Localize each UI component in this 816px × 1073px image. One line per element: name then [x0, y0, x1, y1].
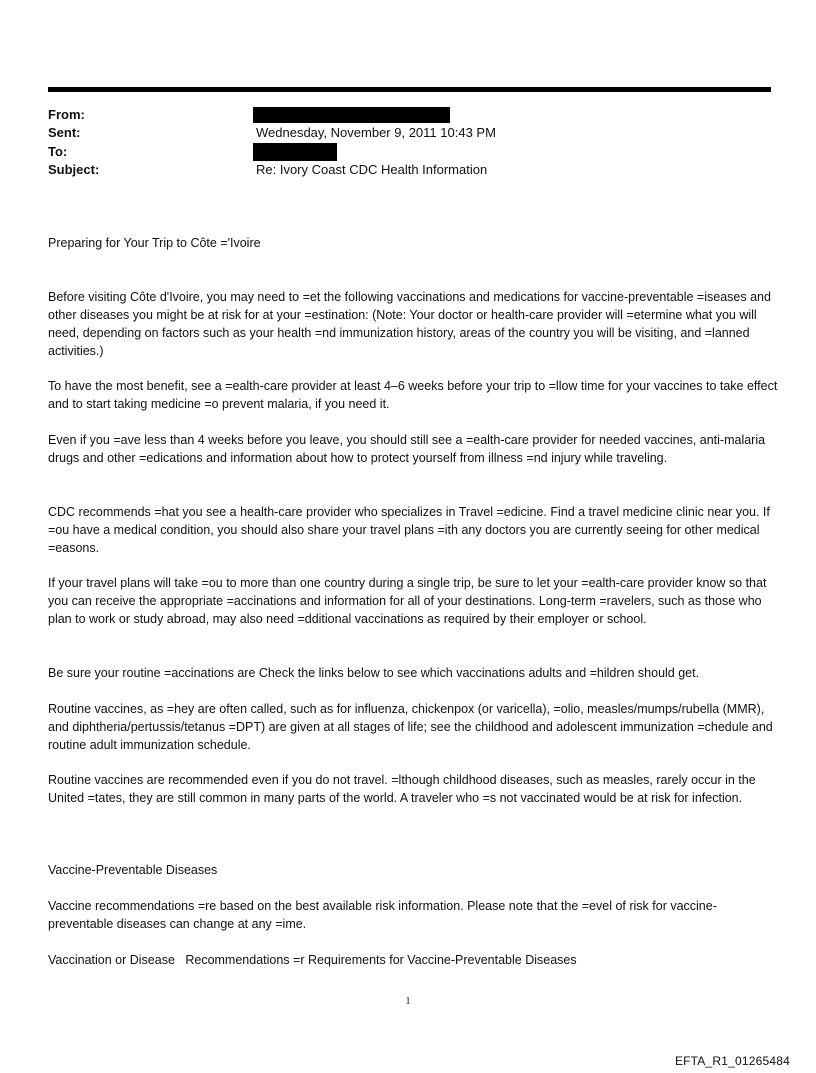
sent-value: Wednesday, November 9, 2011 10:43 PM	[256, 125, 496, 140]
paragraph-not-traveling: Routine vaccines are recommended even if you do not travel. =lthough childhood diseases, such as measles, rarely occur in the United =tates, they are still common in many parts of the world. A traveler who =s not vaccinated would be at risk for infection.	[48, 773, 756, 805]
bates-id: EFTA_R1_01265484	[674, 1054, 790, 1068]
paragraph-late-visit: Even if you =ave less than 4 weeks before you leave, you should still see a =ealth-care provider for needed vaccines, anti-malaria drugs and other =edications and information about how to protect yourself from illness =nd injury while traveling.	[48, 433, 766, 465]
subject-label: Subject:	[48, 162, 100, 177]
paragraph-timing: To have the most benefit, see a =ealth-care provider at least 4–6 weeks before your trip to =llow time for your vaccines to take effect and to start taking medicine =o prevent malaria, if you need it.	[48, 379, 778, 411]
subject-value: Re: Ivory Coast CDC Health Information	[256, 162, 488, 177]
to-label: To:	[48, 144, 68, 159]
redacted-from-value	[253, 107, 450, 123]
paragraph-routine-check: Be sure your routine =accinations are Check the links below to see which vaccinations adults and =hildren should get.	[48, 666, 700, 680]
paragraph-vaccinations-intro: Before visiting Côte d'Ivoire, you may need to =et the following vaccinations and medications for vaccine-preventable =iseases and other diseases you might be at risk for at your =estination: (Note: Your doctor or health-care provider will =etermine what you will need, depending on factors such as your health =nd immunization history, areas of the country you will be visiting, and =lanned activities.)	[48, 290, 771, 358]
sent-label: Sent:	[48, 125, 81, 140]
paragraph-travel-medicine: CDC recommends =hat you see a health-care provider who specializes in Travel =edicine. Find a travel medicine clinic near you. If =ou have a medical condition, you should also share your travel plans =ith any doctors you are currently seeing for other medical =easons.	[48, 505, 770, 555]
section-paragraph: Vaccine recommendations =re based on the best available risk information. Please note that the =evel of risk for vaccine-preventable diseases can change at any =ime.	[48, 899, 717, 931]
from-label: From:	[48, 107, 85, 122]
page-number: 1	[405, 996, 411, 1007]
section-title: Vaccine-Preventable Diseases	[48, 863, 218, 877]
table-header-row: Vaccination or Disease Recommendations =r Requirements for Vaccine-Preventable Diseases	[48, 953, 577, 967]
paragraph-multiple-countries: If your travel plans will take =ou to more than one country during a single trip, be sure to let your =ealth-care provider know so that you can receive the appropriate =accinations and information for all of your destinations. Long-term =ravelers, such as those who plan to work or study abroad, may also need =dditional vaccinations as required by their employer or school.	[48, 576, 767, 626]
paragraph-routine-vaccines: Routine vaccines, as =hey are often called, such as for influenza, chickenpox (or varicella), =olio, measles/mumps/rubella (MMR), and diphtheria/pertussis/tetanus =DPT) are given at all stages of life; see the childhood and adolescent immunization =chedule and routine adult immunization schedule.	[48, 702, 773, 752]
body-title: Preparing for Your Trip to Côte ='Ivoire	[48, 236, 261, 250]
redacted-to-value	[253, 143, 337, 161]
header-rule	[48, 87, 771, 92]
